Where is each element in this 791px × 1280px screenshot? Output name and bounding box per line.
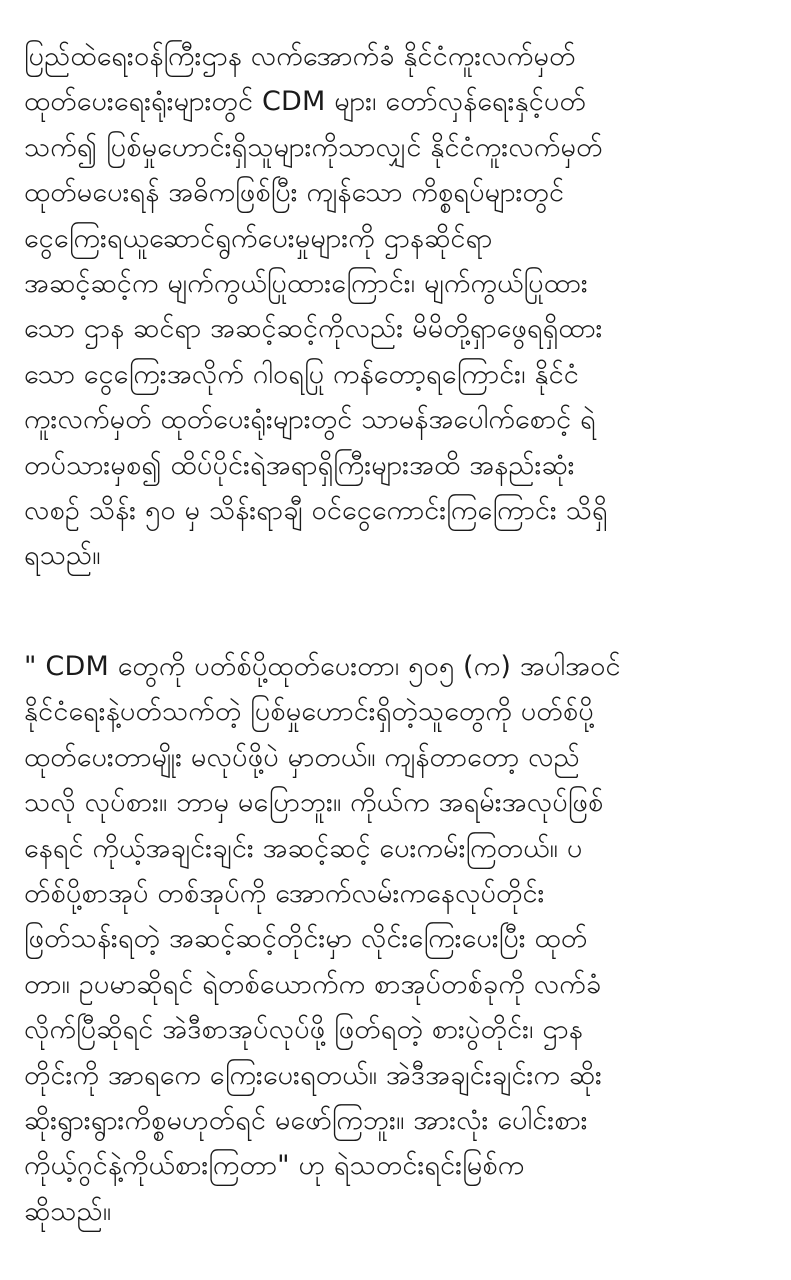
text-line: သော ငွေကြေးအလိုက် ဂါဝရပြု ကန်တော့ရကြောင်း၊ နိုင်ငံ — [24, 358, 579, 390]
text-line: သလို လုပ်စား။ ဘာမှ မပြောဘူး။ ကိုယ်က အရမ်းအလုပ်ဖြစ် — [24, 787, 604, 819]
paragraph-1 — [24, 34, 608, 579]
text-line: သော ဌာန ဆင်ရာ အဆင့်ဆင့်ကိုလည်း မိမိတို့ရှာဖွေရရှိထား — [24, 313, 603, 345]
text-line: ဖြတ်သန်းရတဲ့ အဆင့်ဆင့်တိုင်းမှာ လိုင်းကြေးပေးပြီး ထုတ် — [24, 923, 588, 955]
text-line: ကိုယ့်ဂွင်နဲ့ကိုယ်စားကြတာ" ဟု ရဲသတင်းရင်းမြစ်က — [24, 1150, 525, 1182]
text-line: နေရင် ကိုယ့်အချင်းချင်း အဆင့်ဆင့် ပေးကမ်းကြတယ်။ ပ — [24, 832, 583, 864]
text-line: ဆိုသည်။ — [24, 1195, 112, 1227]
text-line: ငွေကြေးရယူဆောင်ရွက်ပေးမှုများကို ဌာနဆိုင်ရာ — [24, 222, 493, 254]
text-line: အဆင့်ဆင့်က မျက်ကွယ်ပြုထားကြောင်း၊ မျက်ကွယ်ပြုထား — [24, 267, 588, 299]
paragraph-2-quote — [24, 644, 621, 1234]
text-line: ဆိုးရွားရွားကိစ္စမဟုတ်ရင် မဖော်ကြဘူး။ အားလုံး ပေါင်းစား — [24, 1104, 588, 1136]
text-line: တပ်သားမှစ၍ ထိပ်ပိုင်းရဲအရာရှိကြီးများအထိ အနည်းဆုံး — [24, 449, 575, 481]
text-line: ရသည်။ — [24, 540, 101, 572]
text-line: ထုတ်ပေးရေးရုံးများတွင် CDM များ၊ တော်လှန်ရေးနှင့်ပတ် — [24, 86, 586, 118]
text-line: သက်၍ ပြစ်မှုဟောင်းရှိသူများကိုသာလျှင် နိုင်ငံကူးလက်မှတ် — [24, 131, 603, 163]
text-line: တ်စ်ပို့စာအုပ် တစ်အုပ်ကို အောက်လမ်းကနေလုပ်တိုင်း — [24, 877, 545, 909]
text-line: ထုတ်ပေးတာမျိုး မလုပ်ဖို့ပဲ မှာတယ်။ ကျန်တာတော့ လည် — [24, 741, 580, 773]
text-line: လစဉ် သိန်း ၅၀ မှ သိန်းရာချီ ဝင်ငွေကောင်းကြကြောင်း သိရှိ — [24, 494, 608, 526]
text-line: တာ။ ဥပမာဆိုရင် ရဲတစ်ယောက်က စာအုပ်တစ်ခုကို လက်ခံ — [24, 968, 602, 1000]
text-line: ထုတ်မပေးရန် အဓိကဖြစ်ပြီး ကျန်သော ကိစ္စရပ်များတွင် — [24, 177, 565, 209]
text-line: တိုင်းကို အာရကေ ကြေးပေးရတယ်။ အဲဒီအချင်းချင်းက ဆိုး — [24, 1059, 603, 1091]
text-line: ကူးလက်မှတ် ထုတ်ပေးရုံးများတွင် သာမန်အပေါက်စောင့် ရဲ — [24, 404, 596, 436]
text-line: နိုင်ငံရေးနဲ့ပတ်သက်တဲ့ ပြစ်မှုဟောင်းရှိတဲ့သူတွေကို ပတ်စ်ပို့ — [24, 696, 594, 728]
text-line: ပြည်ထဲရေးဝန်ကြီးဌာန လက်အောက်ခံ နိုင်ငံကူးလက်မှတ် — [24, 41, 576, 72]
text-line: " CDM တွေကို ပတ်စ်ပို့ထုတ်ပေးတာ၊ ၅၀၅ (က) အပါအဝင် — [24, 651, 621, 682]
text-line: လိုက်ပြီဆိုရင် အဲဒီစာအုပ်လုပ်ဖို့ ဖြတ်ရတဲ့ စားပွဲတိုင်း၊ ဌာန — [24, 1014, 583, 1046]
